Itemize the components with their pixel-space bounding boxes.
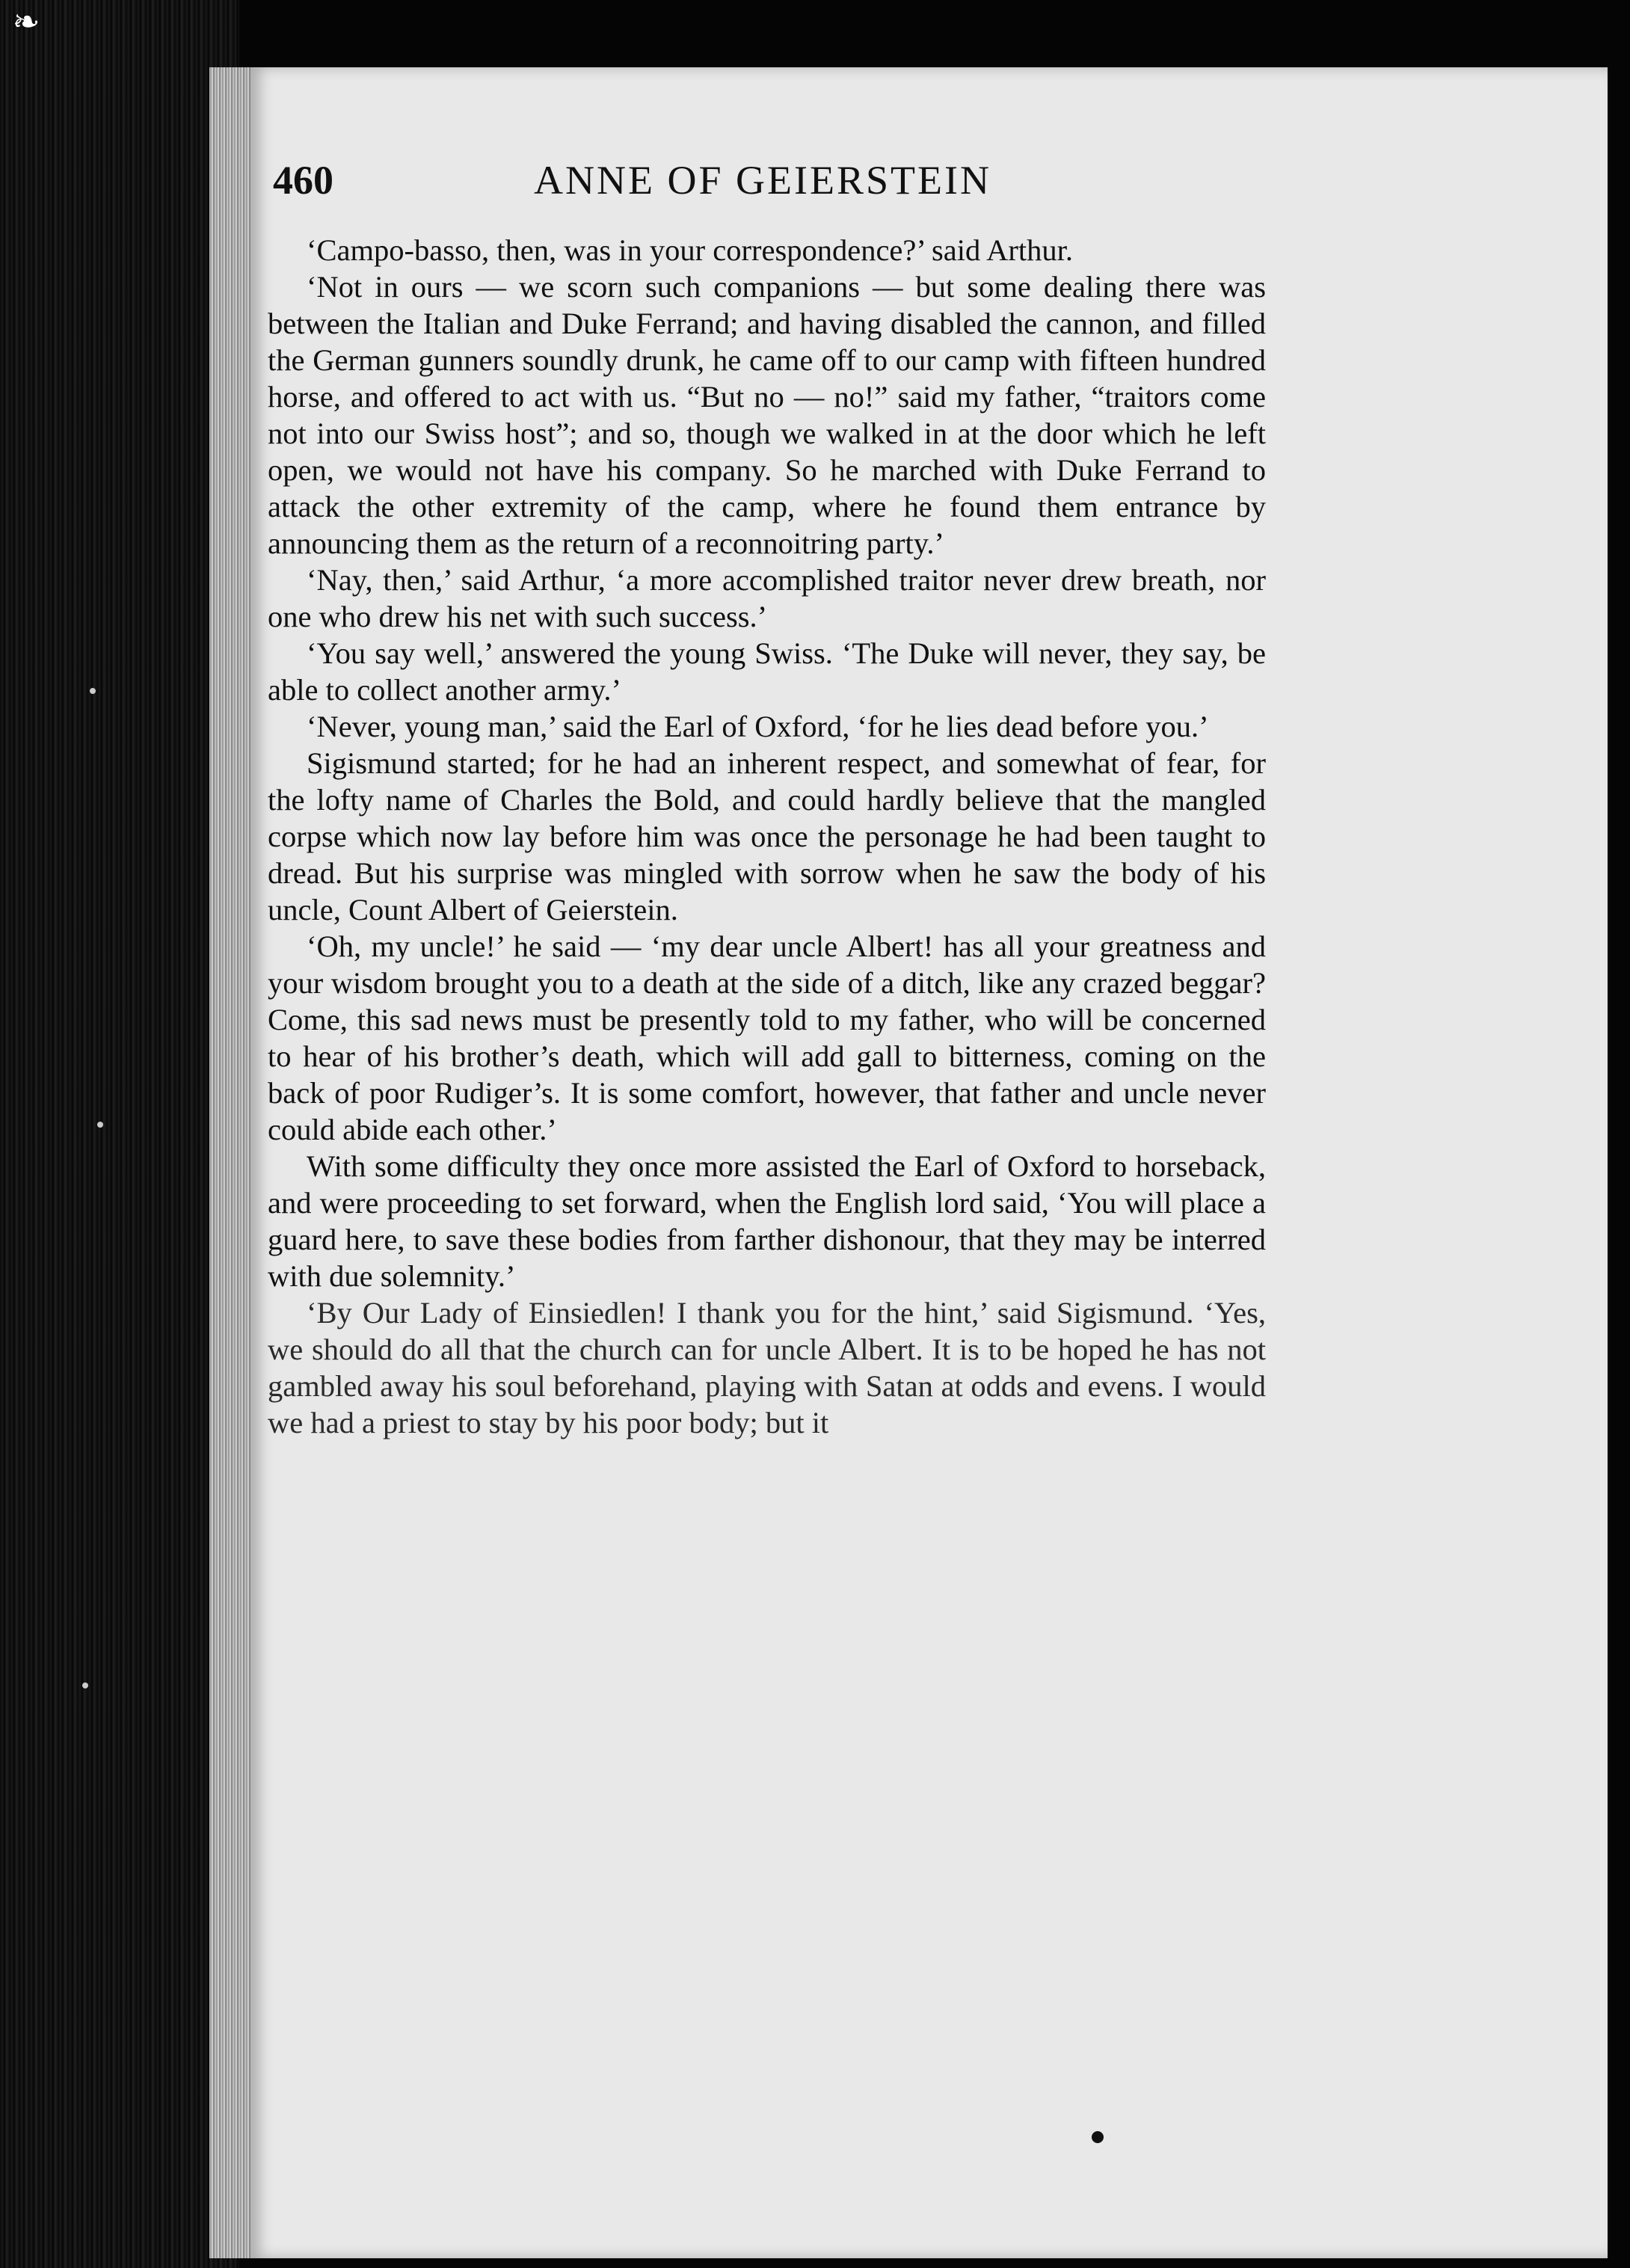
paragraph: ‘Oh, my uncle!’ he said — ‘my dear uncle Albert! has all your greatness and your wisdom brought you to a death at the side of a ditch, like any crazed beggar? Come, this sad news must be presently told to my father, who will be concerned to hear of his brother’s death, which will add gall to bitterness, coming on the back of poor Rudiger’s. It is some comfort, however, that father and uncle never could abide each other.’	[268, 929, 1266, 1146]
page-number: 460	[273, 158, 333, 203]
paragraph: ‘Not in ours — we scorn such companions — but some dealing there was between the Italian and Duke Ferrand; and having disabled the cannon, and filled the German gunners soundly drunk, he came off to our camp with fifteen hundred horse, and offered to act with us. “But no — no!” said my father, “traitors come not into our Swiss host”; and so, though we walked in at the door which he left open, we would not have his company. So he marched with Duke Ferrand to attack the other extremity of the camp, where he found them entrance by announcing them as the return of a reconnoitring party.’	[268, 270, 1266, 560]
page-dot-mark	[1092, 2131, 1104, 2143]
body-text	[268, 232, 1266, 1441]
page-edges	[209, 67, 254, 2258]
margin-speck	[82, 1682, 88, 1688]
paragraph: Sigismund started; for he had an inherent respect, and somewhat of fear, for the lofty name of Charles the Bold, and could hardly believe that the mangled corpse which now lay before him was once the personage he had been taught to dread. But his surprise was mingled with sorrow when he saw the body of his uncle, Count Albert of Geierstein.	[268, 746, 1266, 926]
paragraph: ‘Nay, then,’ said Arthur, ‘a more accomplished traitor never drew breath, nor one who drew his net with such success.’	[268, 563, 1266, 633]
paragraph: ‘Never, young man,’ said the Earl of Oxford, ‘for he lies dead before you.’	[307, 710, 1209, 743]
paragraph: ‘You say well,’ answered the young Swiss. ‘The Duke will never, they say, be able to collect another army.’	[268, 636, 1266, 707]
page-header	[273, 157, 1252, 217]
book-spine-edge	[0, 0, 239, 2268]
paragraph: With some difficulty they once more assisted the Earl of Oxford to horseback, and were proceeding to set forward, when the English lord said, ‘You will place a guard here, to save these bodies from farther dishonour, that they may be interred with due solemnity.’	[268, 1149, 1266, 1293]
margin-speck	[97, 1122, 103, 1128]
paragraph: ‘Campo-basso, then, was in your correspondence?’ said Arthur.	[307, 233, 1073, 267]
corner-ornament: ❧	[12, 3, 40, 41]
paragraph: ‘By Our Lady of Einsiedlen! I thank you for the hint,’ said Sigismund. ‘Yes, we should do all that the church can for uncle Albert. It is to be hoped he has not gambled away his soul beforehand, playing with Satan at odds and evens. I would we had a priest to stay by his poor body; but it	[268, 1296, 1266, 1439]
running-title: ANNE OF GEIERSTEIN	[534, 158, 991, 203]
margin-speck	[90, 688, 96, 694]
